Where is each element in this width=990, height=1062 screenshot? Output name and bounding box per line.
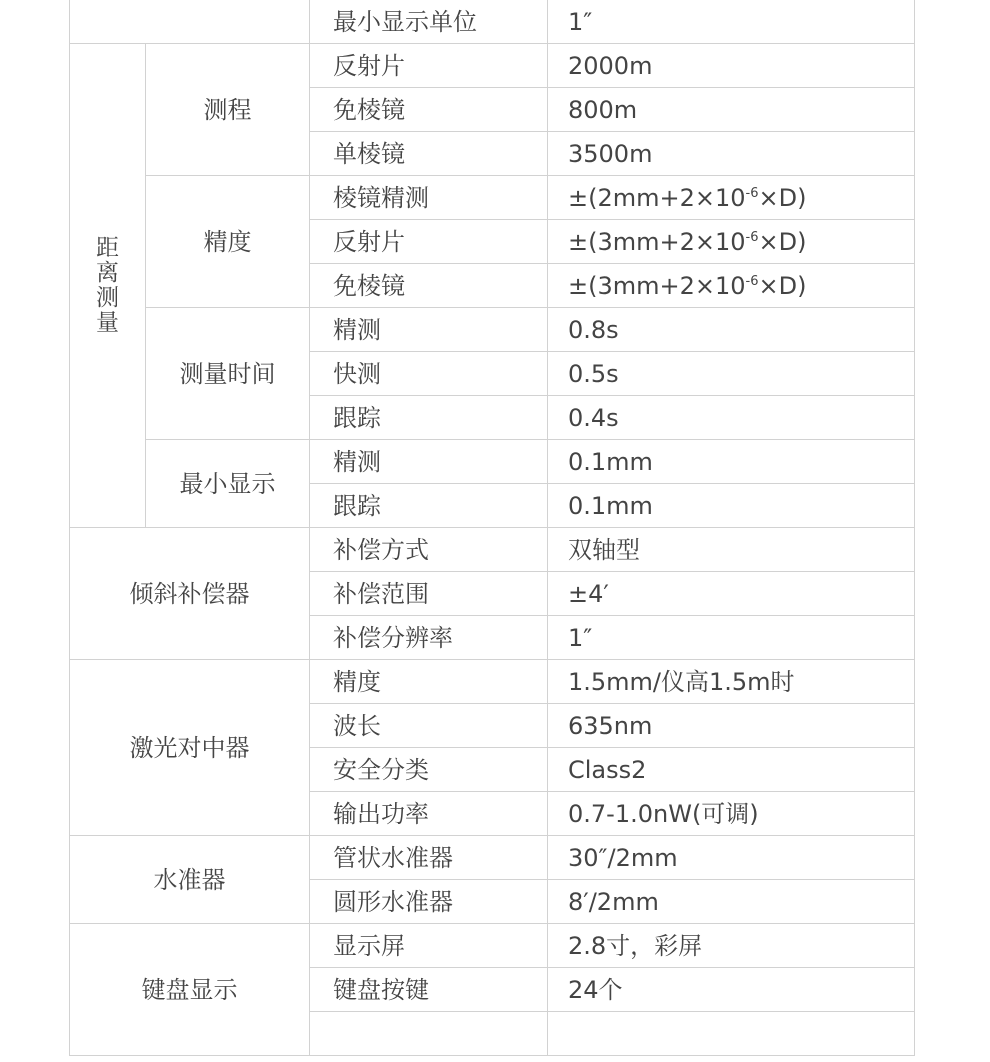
item-cell: 免棱镜 bbox=[310, 264, 548, 308]
item-cell: 补偿范围 bbox=[310, 572, 548, 616]
category-label: 距离测量 bbox=[96, 234, 119, 336]
value-cell: 3500m bbox=[548, 132, 915, 176]
item-cell: 波长 bbox=[310, 704, 548, 748]
value-cell: 24个 bbox=[548, 968, 915, 1012]
table-row bbox=[70, 440, 915, 484]
category-cell-empty bbox=[70, 0, 310, 44]
value-cell: ±4′ bbox=[548, 572, 915, 616]
item-cell: 棱镜精测 bbox=[310, 176, 548, 220]
value-cell: 800m bbox=[548, 88, 915, 132]
value-cell: 1″ bbox=[548, 616, 915, 660]
item-cell: 键盘按键 bbox=[310, 968, 548, 1012]
value-cell: 8′/2mm bbox=[548, 880, 915, 924]
item-cell: 快测 bbox=[310, 352, 548, 396]
table-row bbox=[70, 308, 915, 352]
value-cell bbox=[548, 1012, 915, 1056]
subcategory-measurement-time: 测量时间 bbox=[146, 308, 310, 440]
item-cell bbox=[310, 1012, 548, 1056]
category-level-vial: 水准器 bbox=[70, 836, 310, 924]
item-cell: 补偿分辨率 bbox=[310, 616, 548, 660]
item-cell: 反射片 bbox=[310, 44, 548, 88]
item-cell: 精测 bbox=[310, 308, 548, 352]
category-laser-plummet: 激光对中器 bbox=[70, 660, 310, 836]
value-cell: 双轴型 bbox=[548, 528, 915, 572]
table-row bbox=[70, 660, 915, 704]
value-cell: 1″ bbox=[548, 0, 915, 44]
item-cell: 显示屏 bbox=[310, 924, 548, 968]
value-cell: 0.4s bbox=[548, 396, 915, 440]
value-cell: 1.5mm/仪高1.5m时 bbox=[548, 660, 915, 704]
table-row bbox=[70, 836, 915, 880]
value-exponent: -6 bbox=[745, 229, 759, 245]
value-prefix: ±(3mm+2×10 bbox=[568, 271, 746, 300]
value-suffix: ×D) bbox=[758, 183, 807, 212]
value-suffix: ×D) bbox=[758, 271, 807, 300]
value-cell: 0.5s bbox=[548, 352, 915, 396]
value-prefix: ±(2mm+2×10 bbox=[568, 183, 746, 212]
value-suffix: ×D) bbox=[758, 227, 807, 256]
category-keyboard-display: 键盘显示 bbox=[70, 924, 310, 1056]
item-cell: 最小显示单位 bbox=[310, 0, 548, 44]
item-cell: 输出功率 bbox=[310, 792, 548, 836]
table-row bbox=[70, 176, 915, 220]
item-cell: 精度 bbox=[310, 660, 548, 704]
value-cell bbox=[548, 176, 915, 220]
spec-table bbox=[69, 0, 915, 1056]
value-cell: 635nm bbox=[548, 704, 915, 748]
item-cell: 单棱镜 bbox=[310, 132, 548, 176]
value-cell: 2.8寸，彩屏 bbox=[548, 924, 915, 968]
table-row bbox=[70, 44, 915, 88]
value-cell: 0.8s bbox=[548, 308, 915, 352]
value-exponent: -6 bbox=[745, 273, 759, 289]
item-cell: 精测 bbox=[310, 440, 548, 484]
subcategory-range: 测程 bbox=[146, 44, 310, 176]
table-row bbox=[70, 924, 915, 968]
item-cell: 跟踪 bbox=[310, 396, 548, 440]
subcategory-min-display: 最小显示 bbox=[146, 440, 310, 528]
value-cell bbox=[548, 264, 915, 308]
category-distance-measurement bbox=[70, 44, 146, 528]
value-cell bbox=[548, 220, 915, 264]
item-cell: 反射片 bbox=[310, 220, 548, 264]
subcategory-accuracy: 精度 bbox=[146, 176, 310, 308]
item-cell: 免棱镜 bbox=[310, 88, 548, 132]
value-cell: 2000m bbox=[548, 44, 915, 88]
value-cell: Class2 bbox=[548, 748, 915, 792]
item-cell: 管状水准器 bbox=[310, 836, 548, 880]
value-cell: 0.1mm bbox=[548, 440, 915, 484]
value-exponent: -6 bbox=[745, 185, 759, 201]
item-cell: 圆形水准器 bbox=[310, 880, 548, 924]
value-cell: 30″/2mm bbox=[548, 836, 915, 880]
item-cell: 跟踪 bbox=[310, 484, 548, 528]
value-cell: 0.1mm bbox=[548, 484, 915, 528]
table-row bbox=[70, 0, 915, 44]
value-cell: 0.7-1.0nW(可调) bbox=[548, 792, 915, 836]
value-prefix: ±(3mm+2×10 bbox=[568, 227, 746, 256]
item-cell: 安全分类 bbox=[310, 748, 548, 792]
item-cell: 补偿方式 bbox=[310, 528, 548, 572]
table-row bbox=[70, 528, 915, 572]
category-tilt-compensator: 倾斜补偿器 bbox=[70, 528, 310, 660]
